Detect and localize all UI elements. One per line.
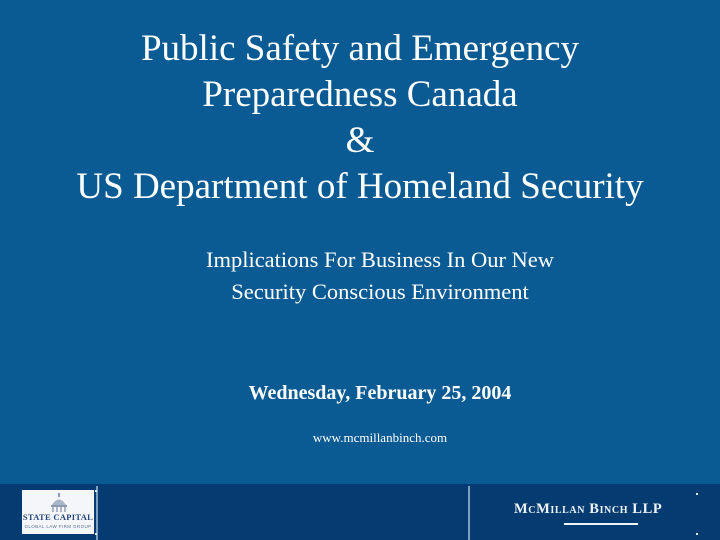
mcmillan-binch-underline bbox=[564, 523, 638, 525]
title-line: Public Safety and Emergency bbox=[140, 28, 580, 69]
slide-subtitle bbox=[0, 244, 720, 308]
footer-divider-left bbox=[96, 486, 98, 540]
footer-divider-right bbox=[468, 486, 470, 540]
subtitle-line: Implications For Business In Our New bbox=[205, 247, 555, 272]
mcmillan-binch-logo: McMillan Binch LLP bbox=[514, 501, 663, 517]
capitol-dome-icon bbox=[48, 493, 70, 513]
footer-dot bbox=[95, 533, 97, 535]
presentation-date: Wednesday, February 25, 2004 bbox=[248, 382, 512, 404]
title-line: & bbox=[345, 120, 375, 161]
subtitle-line: Security Conscious Environment bbox=[231, 279, 529, 304]
state-capital-logo bbox=[22, 490, 94, 534]
slide-title bbox=[0, 26, 720, 210]
footer-dot bbox=[696, 493, 698, 495]
title-line: Preparedness Canada bbox=[202, 74, 518, 115]
footer-dot bbox=[696, 533, 698, 535]
title-line: US Department of Homeland Security bbox=[76, 166, 644, 207]
state-capital-name: STATE CAPITAL bbox=[22, 512, 94, 522]
footer-dot bbox=[95, 490, 97, 492]
state-capital-tagline: GLOBAL LAW FIRM GROUP bbox=[24, 524, 92, 529]
website-url: www.mcmillanbinch.com bbox=[312, 430, 448, 445]
